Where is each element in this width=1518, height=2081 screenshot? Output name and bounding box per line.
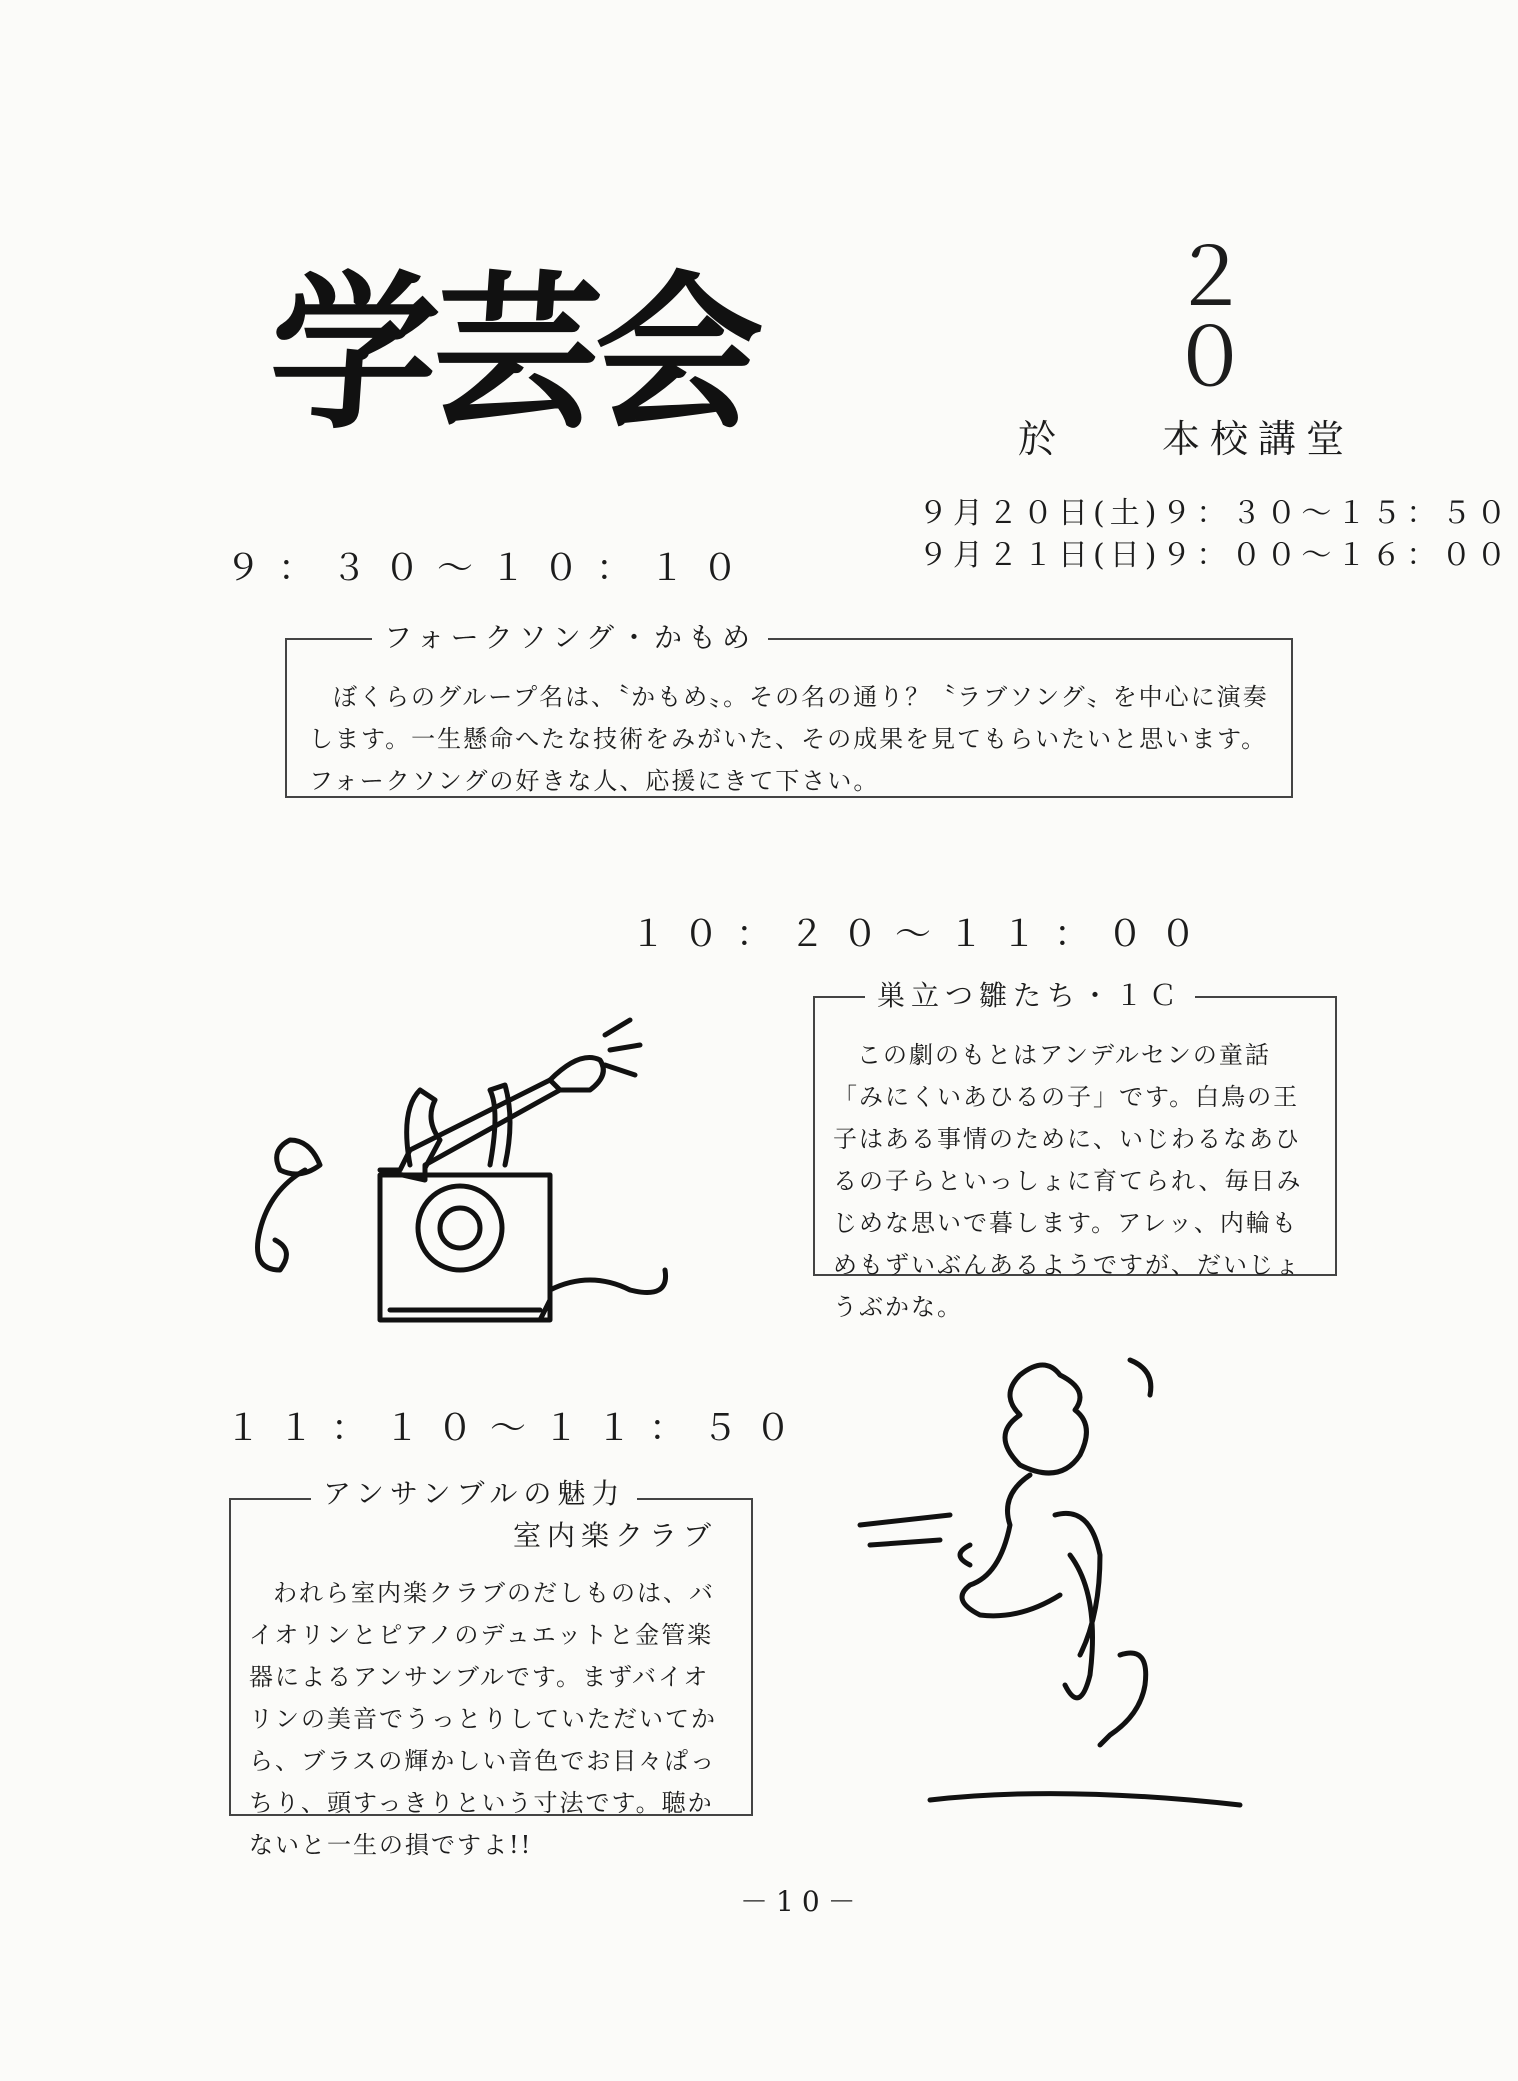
venue: 於 本校講堂 [1018,417,1355,461]
program-title-2: 巣立つ雛たち・１Ｃ [865,982,1195,1010]
program-box-3 [229,1477,753,1859]
program-text-2: この劇のもとはアンデルセンの童話「みにくいあひるの子」です。白鳥の王子はある事情のために、いじわるなあひるの子らといっしょに育てられ、毎日みじめな思いで暮します。アレッ、内輪もめもずいぶんあるようですが、だいじょうぶかな。 [833,1041,1303,1321]
festival-number: ２ ０ [1170,231,1426,404]
page-title: 学芸会 [263,256,763,452]
program-box-1 [285,621,1293,798]
program-text-3: われら室内楽クラブのだしものは、バイオリンとピアノのデュエットと金管楽器によるアンサンブルです。まずバイオリンの美音でうっとりしていただいてから、ブラスの輝かしい音色でお目々ぱっちり、頭すっきりという寸法です。聴かないと一生の損ですよ!! [249,1579,717,1859]
telephone-illustration [250,990,690,1330]
dog-illustration [860,1355,1310,1825]
program-title-3: アンサンブルの魅力 [311,1480,637,1508]
program-box-2 [813,979,1337,1321]
page-number: －10－ [740,1885,864,1918]
date-line-1: ９月２０日(土)９：３０〜１５：５０ [918,496,1512,531]
program-title-1: フォークソング・かもめ [372,624,768,652]
date-line-2: ９月２１日(日)９：００〜１６：００ [918,538,1512,573]
program-subtitle-3: 室内楽クラブ [501,1522,729,1550]
program-time-3: １１：１０〜１１：５０ [225,1408,809,1449]
program-text-1: ぼくらのグループ名は、〝かもめ〟。その名の通り？〝ラブソング〟を中心に演奏します。一生懸命へたな技術をみがいた、その成果を見てもらいたいと思います。フォークソングの好きな人、応援にきて下さい。 [309,683,1269,795]
program-time-2: １０：２０〜１１：００ [630,914,1214,955]
program-time-1: ９：３０〜１０：１０ [225,548,756,589]
